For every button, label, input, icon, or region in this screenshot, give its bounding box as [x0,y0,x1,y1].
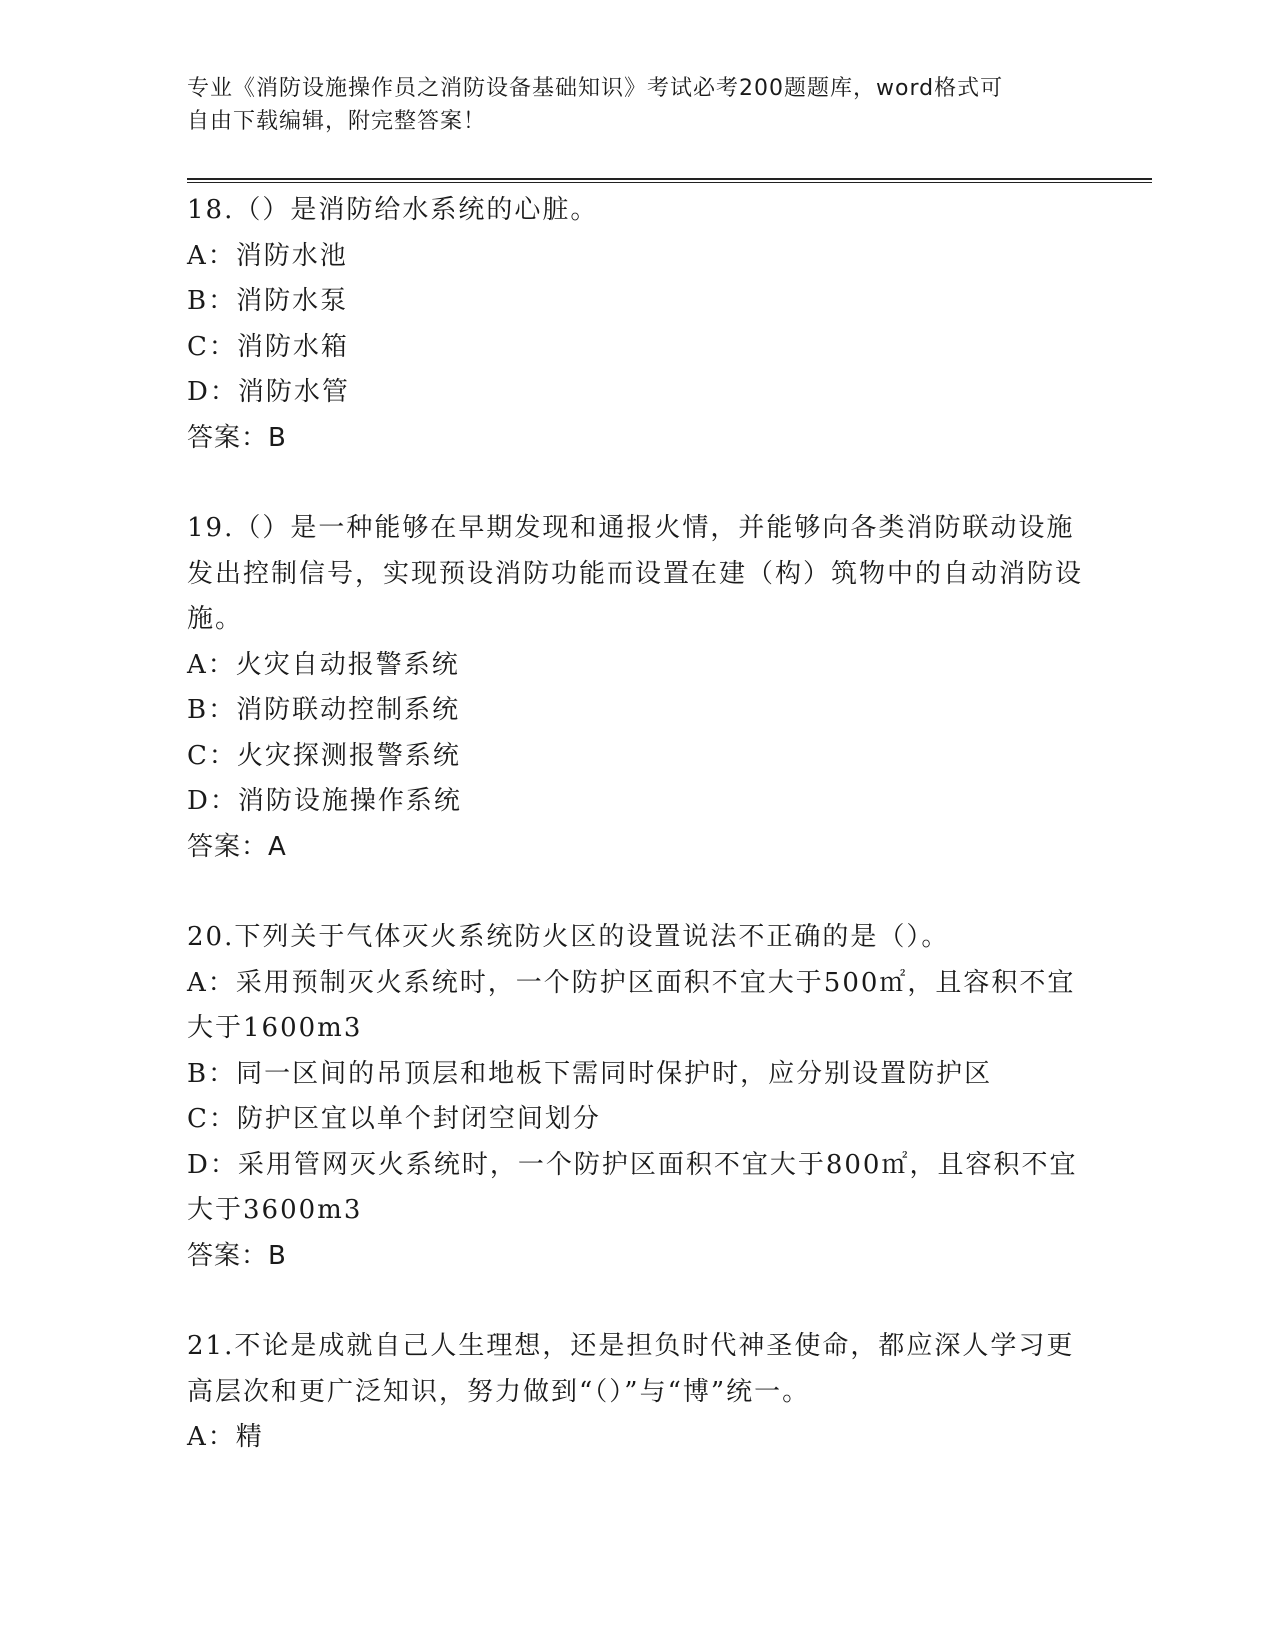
question-stem: 19.（）是一种能够在早期发现和通报火情，并能够向各类消防联动设施发出控制信号，实现预设消防功能而设置在建（构）筑物中的自动消防设施。 [187,513,1084,634]
answer-line: 答案：B [187,1240,287,1271]
option-c: C：防护区宜以单个封闭空间划分 [187,1104,601,1134]
option-d: D：消防水管 [187,377,350,407]
option-a: A：采用预制灭火系统时，一个防护区面积不宜大于500㎡，且容积不宜大于1600m3 [187,967,1076,1043]
question-19 [187,506,1087,870]
question-18 [187,188,1087,461]
question-20 [187,915,1087,1279]
header-divider [187,178,1152,183]
option-b: B：消防联动控制系统 [187,695,461,725]
question-stem: 18.（）是消防给水系统的心脏。 [187,195,599,225]
option-c: C：火灾探测报警系统 [187,740,461,771]
answer-line: 答案：B [187,422,287,453]
option-b: B：同一区间的吊顶层和地板下需同时保护时，应分别设置防护区 [187,1058,993,1089]
option-b: B：消防水泵 [187,286,349,316]
option-d: D：采用管网灭火系统时，一个防护区面积不宜大于800㎡，且容积不宜大于3600m3 [187,1149,1078,1225]
answer-line: 答案：A [187,831,287,862]
option-d: D：消防设施操作系统 [187,786,462,816]
question-21 [187,1324,1087,1461]
question-stem: 20.下列关于气体灭火系统防火区的设置说法不正确的是（）。 [187,922,950,952]
option-a: A：精 [187,1422,264,1452]
question-stem: 21.不论是成就自己人生理想，还是担负时代神圣使命，都应深人学习更高层次和更广泛知识，努力做到“（）”与“博”统一。 [187,1331,1075,1407]
option-a: A：火灾自动报警系统 [187,649,460,680]
option-c: C：消防水箱 [187,331,349,362]
document-header: 专业《消防设施操作员之消防设备基础知识》考试必考200题题库，word格式可 自由下载编辑，附完整答案！ [187,76,1004,134]
option-a: A：消防水池 [187,240,348,271]
question-list [187,188,1087,1461]
